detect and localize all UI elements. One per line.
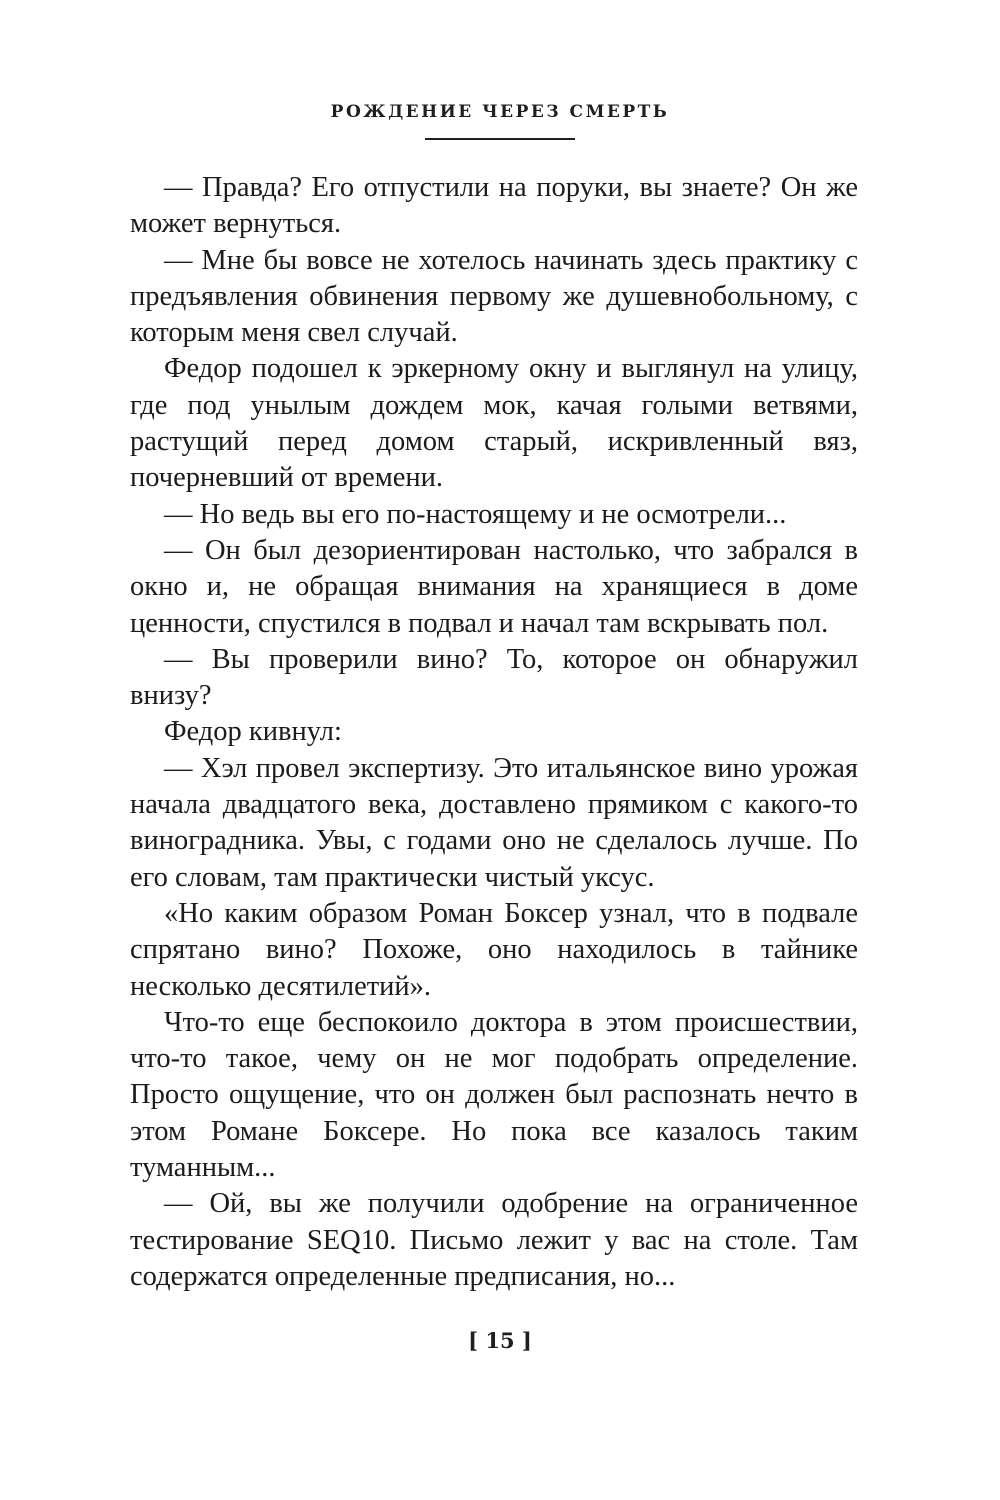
text-body [130, 170, 858, 1295]
page-number: [ 15 ] [468, 1328, 532, 1353]
paragraph: — Но ведь вы его по-настоящему и не осмотрели... [164, 498, 787, 530]
paragraph: Что-то еще беспокоило доктора в этом происшествии, что-то такое, чему он не мог подобрать определение. Просто ощущение, что он должен был распознать нечто в этом Романе Боксере. Но пока все казалось таким туманным... [130, 1006, 858, 1184]
paragraph: — Хэл провел экспертизу. Это итальянское вино урожая начала двадцатого века, доставлено прямиком с какого-то виноградника. Увы, с годами оно не сделалось лучше. По его словам, там практически чистый уксус. [130, 752, 858, 893]
paragraph: «Но каким образом Роман Боксер узнал, что в подвале спрятано вино? Похоже, оно находилось в тайнике несколько десятилетий». [130, 897, 858, 1002]
paragraph: — Правда? Его отпустили на поруки, вы знаете? Он же может вернуться. [130, 172, 858, 240]
paragraph: — Он был дезориентирован настолько, что забрался в окно и, не обращая внимания на хранящиеся в доме ценности, спустился в подвал и начал там вскрывать пол. [130, 534, 858, 639]
running-head-rule [425, 138, 575, 140]
paragraph: — Мне бы вовсе не хотелось начинать здесь практику с предъявления обвинения первому же душевнобольному, с которым меня свел случай. [130, 244, 858, 349]
paragraph: Федор кивнул: [164, 716, 342, 748]
paragraph: Федор подошел к эркерному окну и выглянул на улицу, где под унылым дождем мок, качая голыми ветвями, растущий перед домом старый, искривленный вяз, почерневший от времени. [130, 353, 858, 494]
running-head: РОЖДЕНИЕ ЧЕРЕЗ СМЕРТЬ [330, 102, 670, 122]
paragraph: — Вы проверили вино? То, которое он обнаружил внизу? [130, 643, 858, 712]
paragraph: — Ой, вы же получили одобрение на ограниченное тестирование SEQ10. Письмо лежит у вас на столе. Там содержатся определенные предписания, но... [130, 1188, 858, 1292]
